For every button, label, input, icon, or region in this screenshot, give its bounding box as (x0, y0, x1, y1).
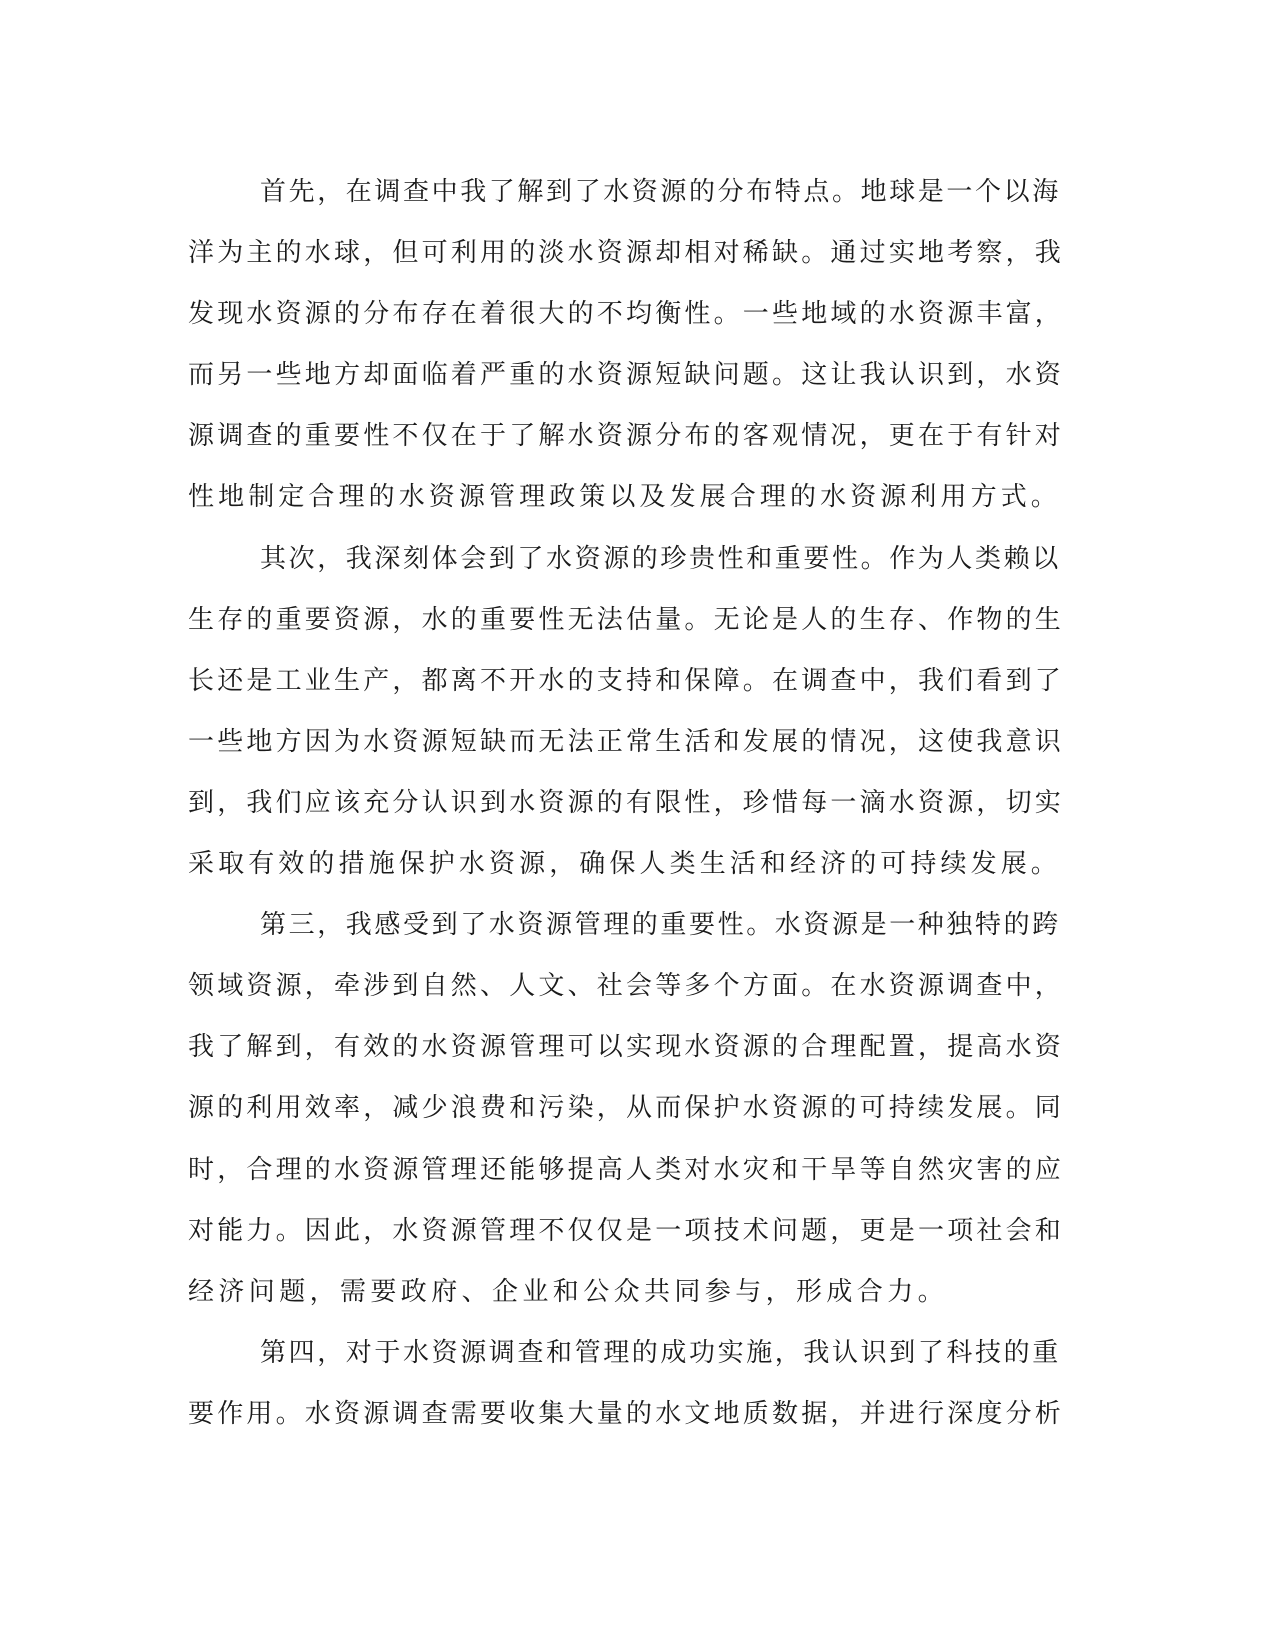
paragraph-1-line-2: 洋为主的水球，但可利用的淡水资源却相对稀缺。通过实地考察，我 (188, 238, 1065, 269)
paragraph-1-line-3: 发现水资源的分布存在着很大的不均衡性。一些地域的水资源丰富， (188, 299, 1065, 330)
paragraph-2-line-6: 采取有效的措施保护水资源，确保人类生活和经济的可持续发展。 (188, 849, 1061, 880)
paragraph-2-line-1: 其次，我深刻体会到了水资源的珍贵性和重要性。作为人类赖以 (260, 543, 1061, 574)
paragraph-3-line-2: 领域资源，牵涉到自然、人文、社会等多个方面。在水资源调查中， (188, 971, 1065, 1002)
paragraph-2-line-4: 一些地方因为水资源短缺而无法正常生活和发展的情况，这使我意识 (188, 726, 1065, 757)
paragraph-4-line-1: 第四，对于水资源调查和管理的成功实施，我认识到了科技的重 (260, 1337, 1061, 1368)
paragraph-3-line-5: 时，合理的水资源管理还能够提高人类对水灾和干旱等自然灾害的应 (188, 1154, 1065, 1185)
paragraph-1-line-6: 性地制定合理的水资源管理政策以及发展合理的水资源利用方式。 (188, 482, 1061, 513)
paragraph-4-line-2: 要作用。水资源调查需要收集大量的水文地质数据，并进行深度分析 (188, 1398, 1065, 1429)
paragraph-2-line-5: 到，我们应该充分认识到水资源的有限性，珍惜每一滴水资源，切实 (188, 787, 1065, 818)
paragraph-3-line-7: 经济问题，需要政府、企业和公众共同参与，形成合力。 (188, 1276, 949, 1307)
paragraph-1-line-5: 源调查的重要性不仅在于了解水资源分布的客观情况，更在于有针对 (188, 421, 1065, 452)
paragraph-2-line-3: 长还是工业生产，都离不开水的支持和保障。在调查中，我们看到了 (188, 665, 1065, 696)
paragraph-3-line-4: 源的利用效率，减少浪费和污染，从而保护水资源的可持续发展。同 (188, 1093, 1065, 1124)
paragraph-3-line-6: 对能力。因此，水资源管理不仅仅是一项技术问题，更是一项社会和 (188, 1215, 1065, 1246)
paragraph-1-line-4: 而另一些地方却面临着严重的水资源短缺问题。这让我认识到，水资 (188, 360, 1065, 391)
paragraph-3-line-3: 我了解到，有效的水资源管理可以实现水资源的合理配置，提高水资 (188, 1032, 1065, 1063)
paragraph-2-line-2: 生存的重要资源，水的重要性无法估量。无论是人的生存、作物的生 (188, 604, 1065, 635)
paragraph-1-line-1: 首先，在调查中我了解到了水资源的分布特点。地球是一个以海 (260, 177, 1061, 207)
document-body (188, 162, 1068, 1445)
paragraph-3-line-1: 第三，我感受到了水资源管理的重要性。水资源是一种独特的跨 (260, 910, 1061, 941)
